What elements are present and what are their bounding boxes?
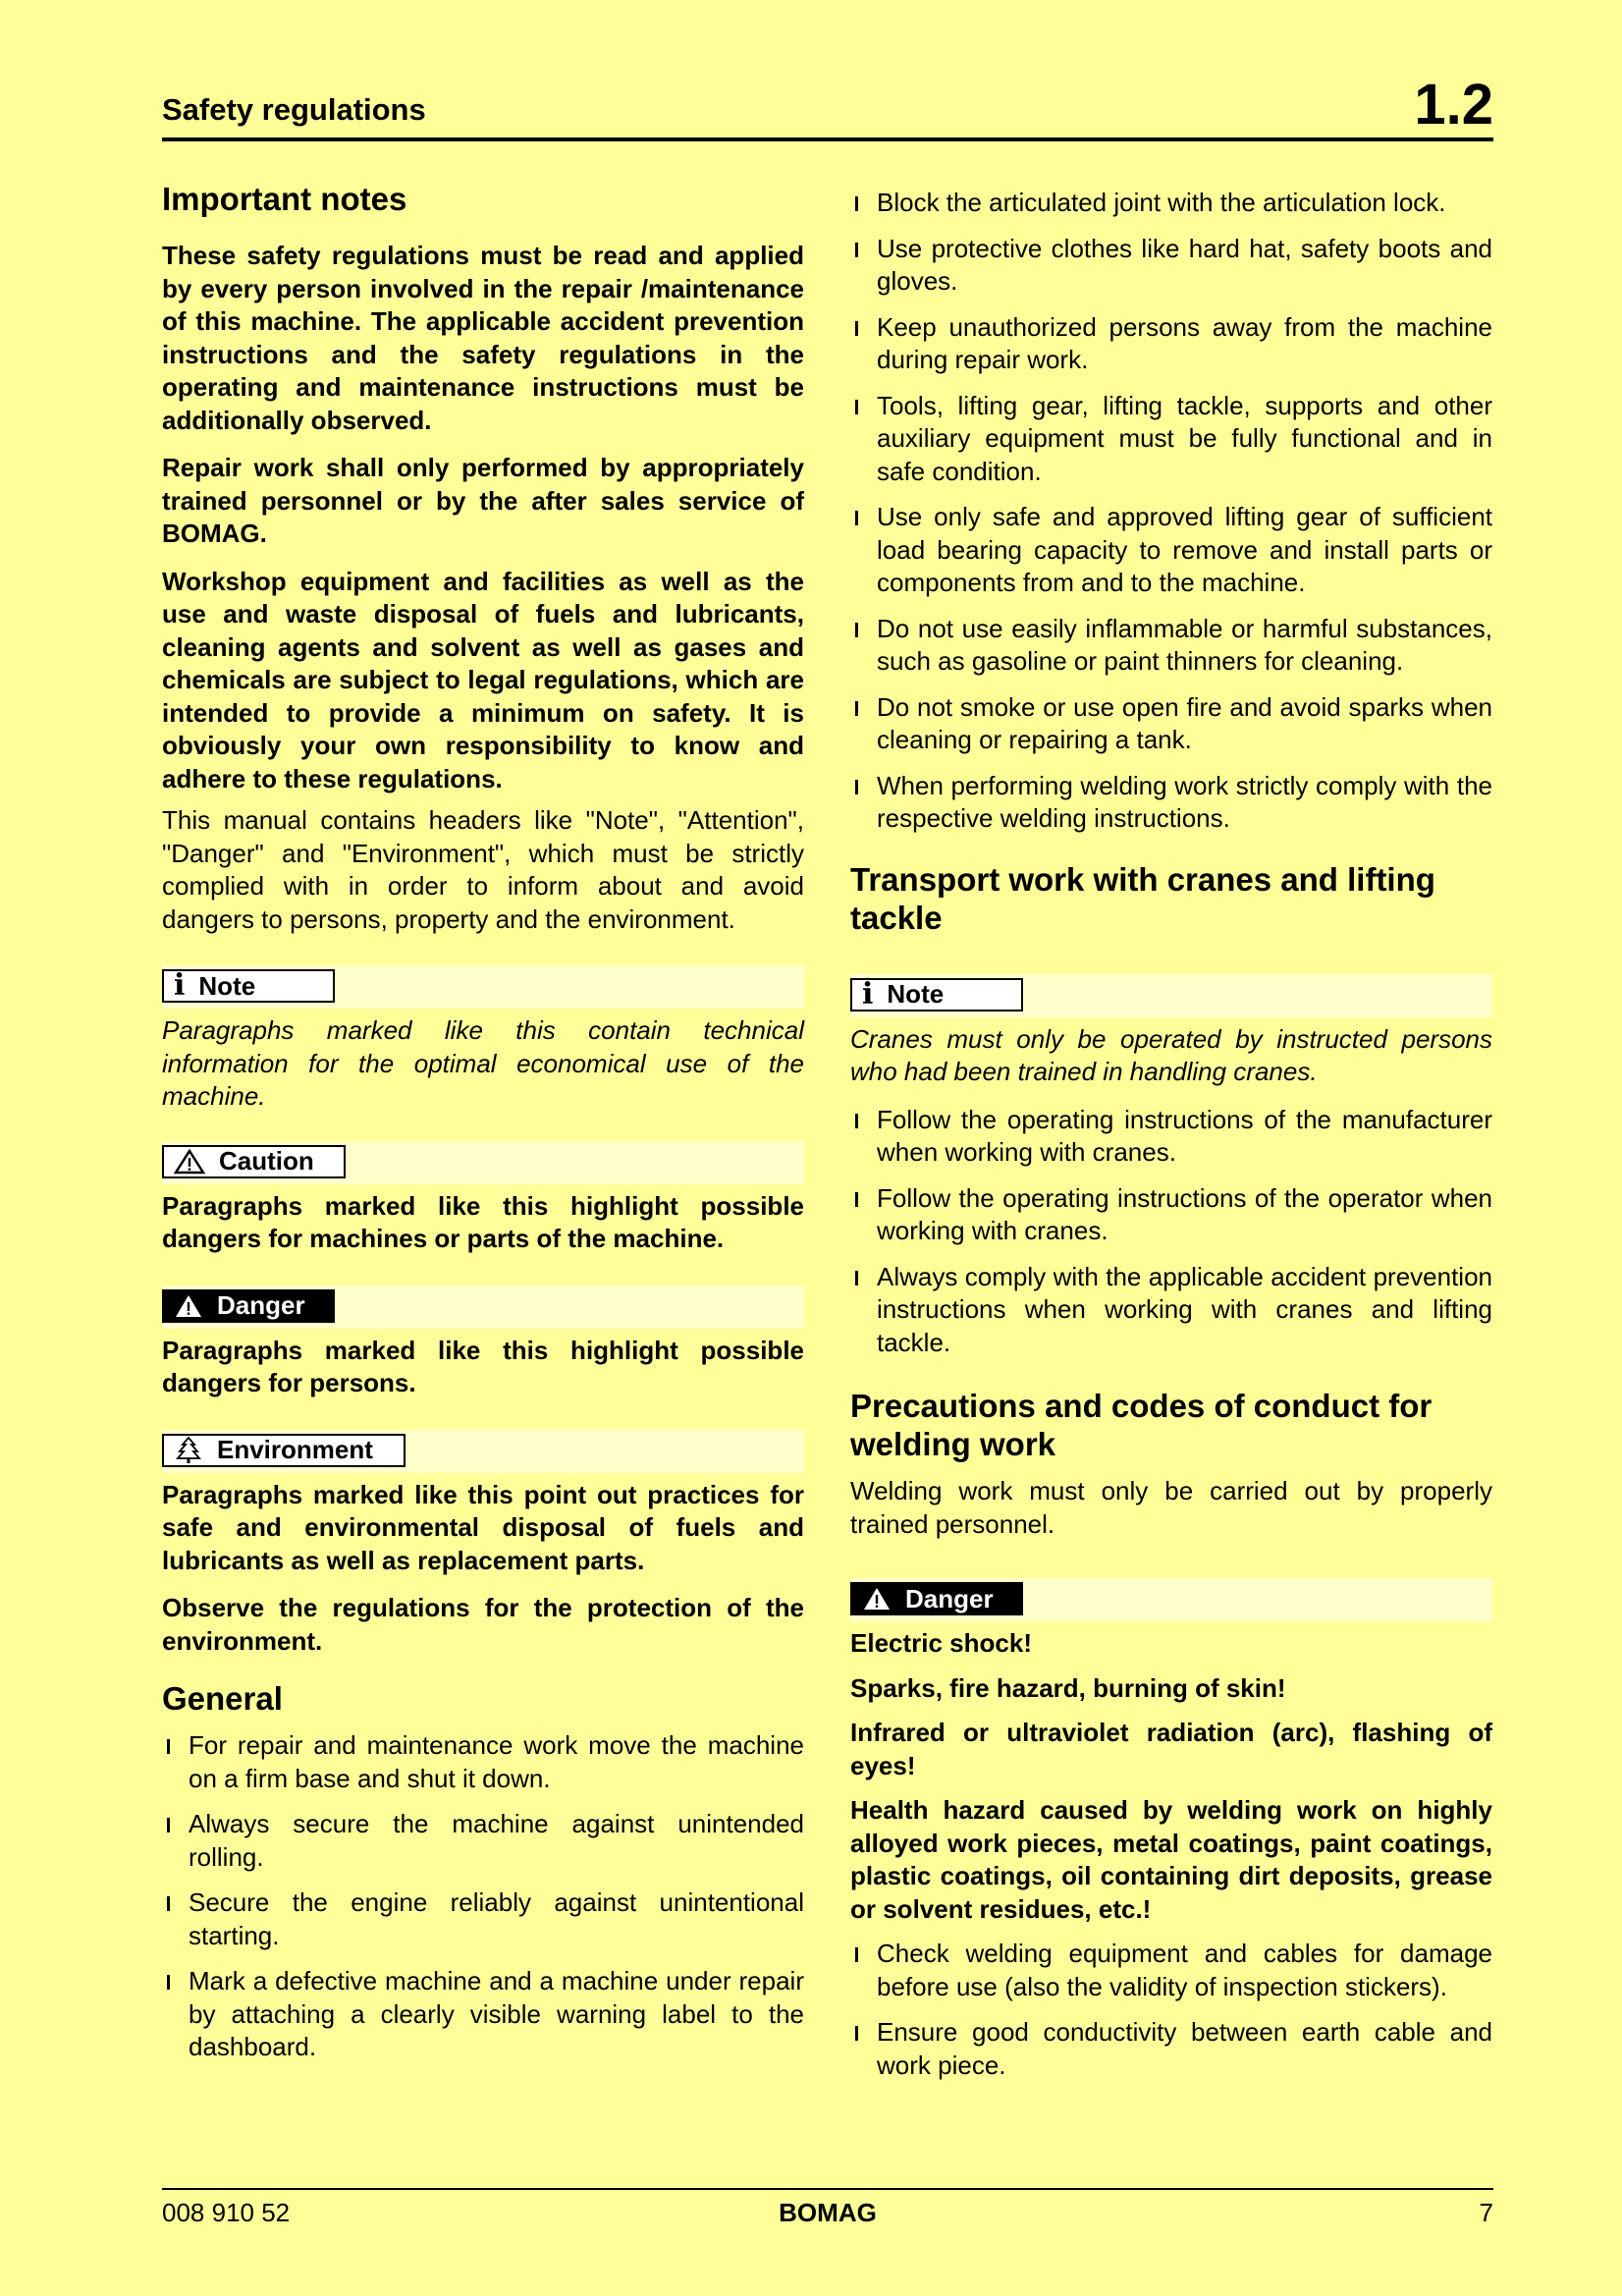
list-item: Use only safe and approved lifting gear of sufficient load bearing capacity to remove and install parts or components from and to the machine.: [850, 501, 1492, 600]
note-label: Note: [198, 970, 256, 1001]
danger-triangle-icon: [862, 1586, 892, 1612]
welding-danger-2: Sparks, fire hazard, burning of skin!: [850, 1672, 1286, 1703]
list-item: Secure the engine reliably against unintentional starting.: [162, 1886, 804, 1952]
welding-danger-label-box: [850, 1582, 1023, 1615]
danger-triangle-icon: [174, 1293, 203, 1319]
transport-list: [850, 1104, 1492, 1360]
danger-label-box: [162, 1289, 335, 1323]
caution-notice-bar: [162, 1141, 804, 1184]
list-item: Use protective clothes like hard hat, safety boots and gloves.: [850, 233, 1492, 299]
transport-note-label-box: [850, 978, 1023, 1011]
list-item: Block the articulated joint with the articulation lock.: [850, 187, 1492, 220]
list-item: Do not smoke or use open fire and avoid sparks when cleaning or repairing a tank.: [850, 691, 1492, 757]
transport-note-bar: [850, 974, 1492, 1017]
section-number: 1.2: [1414, 73, 1493, 137]
welding-danger-4: Health hazard caused by welding work on highly alloyed work pieces, metal coatings, paint coatings, plastic coatings, oil containing dirt deposits, grease or solvent residues, etc.!: [850, 1795, 1492, 1924]
welding-heading: Precautions and codes of conduct for welding work: [850, 1388, 1433, 1462]
footer-doc-number: 008 910 52: [162, 2198, 291, 2227]
footer-rule: [162, 2188, 1493, 2190]
footer-page-number: 7: [1479, 2198, 1493, 2227]
environment-text-2: Observe the regulations for the protection of the environment.: [162, 1593, 804, 1656]
note-notice-bar: [162, 965, 804, 1009]
page-header: [162, 61, 1493, 141]
list-item: Ensure good conductivity between earth cable and work piece.: [850, 2016, 1492, 2082]
list-item: When performing welding work strictly comply with the respective welding instructions.: [850, 770, 1492, 836]
welding-list: [850, 1938, 1492, 2082]
list-item: Follow the operating instructions of the operator when working with cranes.: [850, 1182, 1492, 1248]
important-notes-paragraph-1: These safety regulations must be read and applied by every person involved in the repair /maintenance of this machine. The applicable accident prevention instructions and the safety regulations in the operating and maintenance instructions must be additionally observed.: [162, 241, 804, 435]
environment-label: Environment: [217, 1435, 373, 1464]
list-item: Always comply with the applicable accident prevention instructions when working with cranes and lifting tackle.: [850, 1261, 1492, 1360]
general-heading: General: [162, 1680, 283, 1717]
danger-label: Danger: [217, 1290, 305, 1320]
environment-text-1: Paragraphs marked like this point out practices for safe and environmental disposal of fuels and lubricants as well as replacement parts.: [162, 1479, 804, 1575]
right-column: [850, 187, 1492, 2095]
welding-danger-3: Infrared or ultraviolet radiation (arc), flashing of eyes!: [850, 1718, 1492, 1780]
footer-brand: BOMAG: [779, 2198, 877, 2227]
list-item: Tools, lifting gear, lifting tackle, supports and other auxiliary equipment must be fully functional and in safe condition.: [850, 390, 1492, 489]
warning-triangle-icon: [174, 1149, 205, 1175]
info-icon: i: [862, 976, 874, 1011]
caution-label: Caution: [219, 1146, 314, 1175]
transport-note-label: Note: [887, 979, 945, 1009]
general-list: [162, 1729, 804, 2064]
important-notes-paragraph-3: Workshop equipment and facilities as well as the use and waste disposal of fuels and lubricants, cleaning agents and solvent as well as gases and chemicals are subject to legal regulations, which are intended to provide a minimum on safety. It is obviously your own responsibility to know and adhere to these regulations.: [162, 566, 804, 793]
left-column: [162, 180, 804, 2077]
note-label-box: [162, 969, 335, 1003]
important-notes-paragraph-4: This manual contains headers like "Note", "Attention", "Danger" and "Environment", which must be strictly complied with in order to inform about and avoid dangers to persons, property and the environment.: [162, 805, 804, 934]
list-item: For repair and maintenance work move the machine on a firm base and shut it down.: [162, 1729, 804, 1795]
list-item: Always secure the machine against unintended rolling.: [162, 1808, 804, 1874]
tree-icon: [174, 1436, 203, 1465]
list-item: Keep unauthorized persons away from the machine during repair work.: [850, 311, 1492, 377]
list-item: Follow the operating instructions of the manufacturer when working with cranes.: [850, 1104, 1492, 1170]
transport-heading: Transport work with cranes and lifting tackle: [850, 860, 1435, 936]
welding-danger-label: Danger: [905, 1583, 994, 1613]
welding-danger-bar: [850, 1578, 1492, 1621]
list-item: Check welding equipment and cables for damage before use (also the validity of inspection stickers).: [850, 1938, 1492, 2003]
caution-label-box: [162, 1145, 346, 1178]
danger-text: Paragraphs marked like this highlight possible dangers for persons.: [162, 1335, 804, 1397]
list-item: Do not use easily inflammable or harmful substances, such as gasoline or paint thinners for cleaning.: [850, 613, 1492, 679]
environment-notice-bar: [162, 1430, 804, 1473]
important-notes-heading: Important notes: [162, 181, 407, 217]
environment-label-box: [162, 1434, 406, 1467]
general-continued-list: [850, 187, 1492, 836]
note-text: Paragraphs marked like this contain technical information for the optimal economical use of the machine.: [162, 1015, 804, 1111]
section-title: Safety regulations: [162, 92, 426, 127]
danger-notice-bar: [162, 1285, 804, 1329]
caution-text: Paragraphs marked like this highlight possible dangers for machines or parts of the machine.: [162, 1190, 804, 1253]
list-item: Mark a defective machine and a machine under repair by attaching a clearly visible warning label to the dashboard.: [162, 1965, 804, 2064]
welding-danger-1: Electric shock!: [850, 1628, 1032, 1658]
welding-intro: Welding work must only be carried out by properly trained personnel.: [850, 1476, 1492, 1539]
info-icon: i: [174, 968, 186, 1003]
transport-note-text: Cranes must only be operated by instructed persons who had been trained in handling cranes.: [850, 1023, 1492, 1086]
important-notes-paragraph-2: Repair work shall only performed by appropriately trained personnel or by the after sales service of BOMAG.: [162, 453, 804, 548]
